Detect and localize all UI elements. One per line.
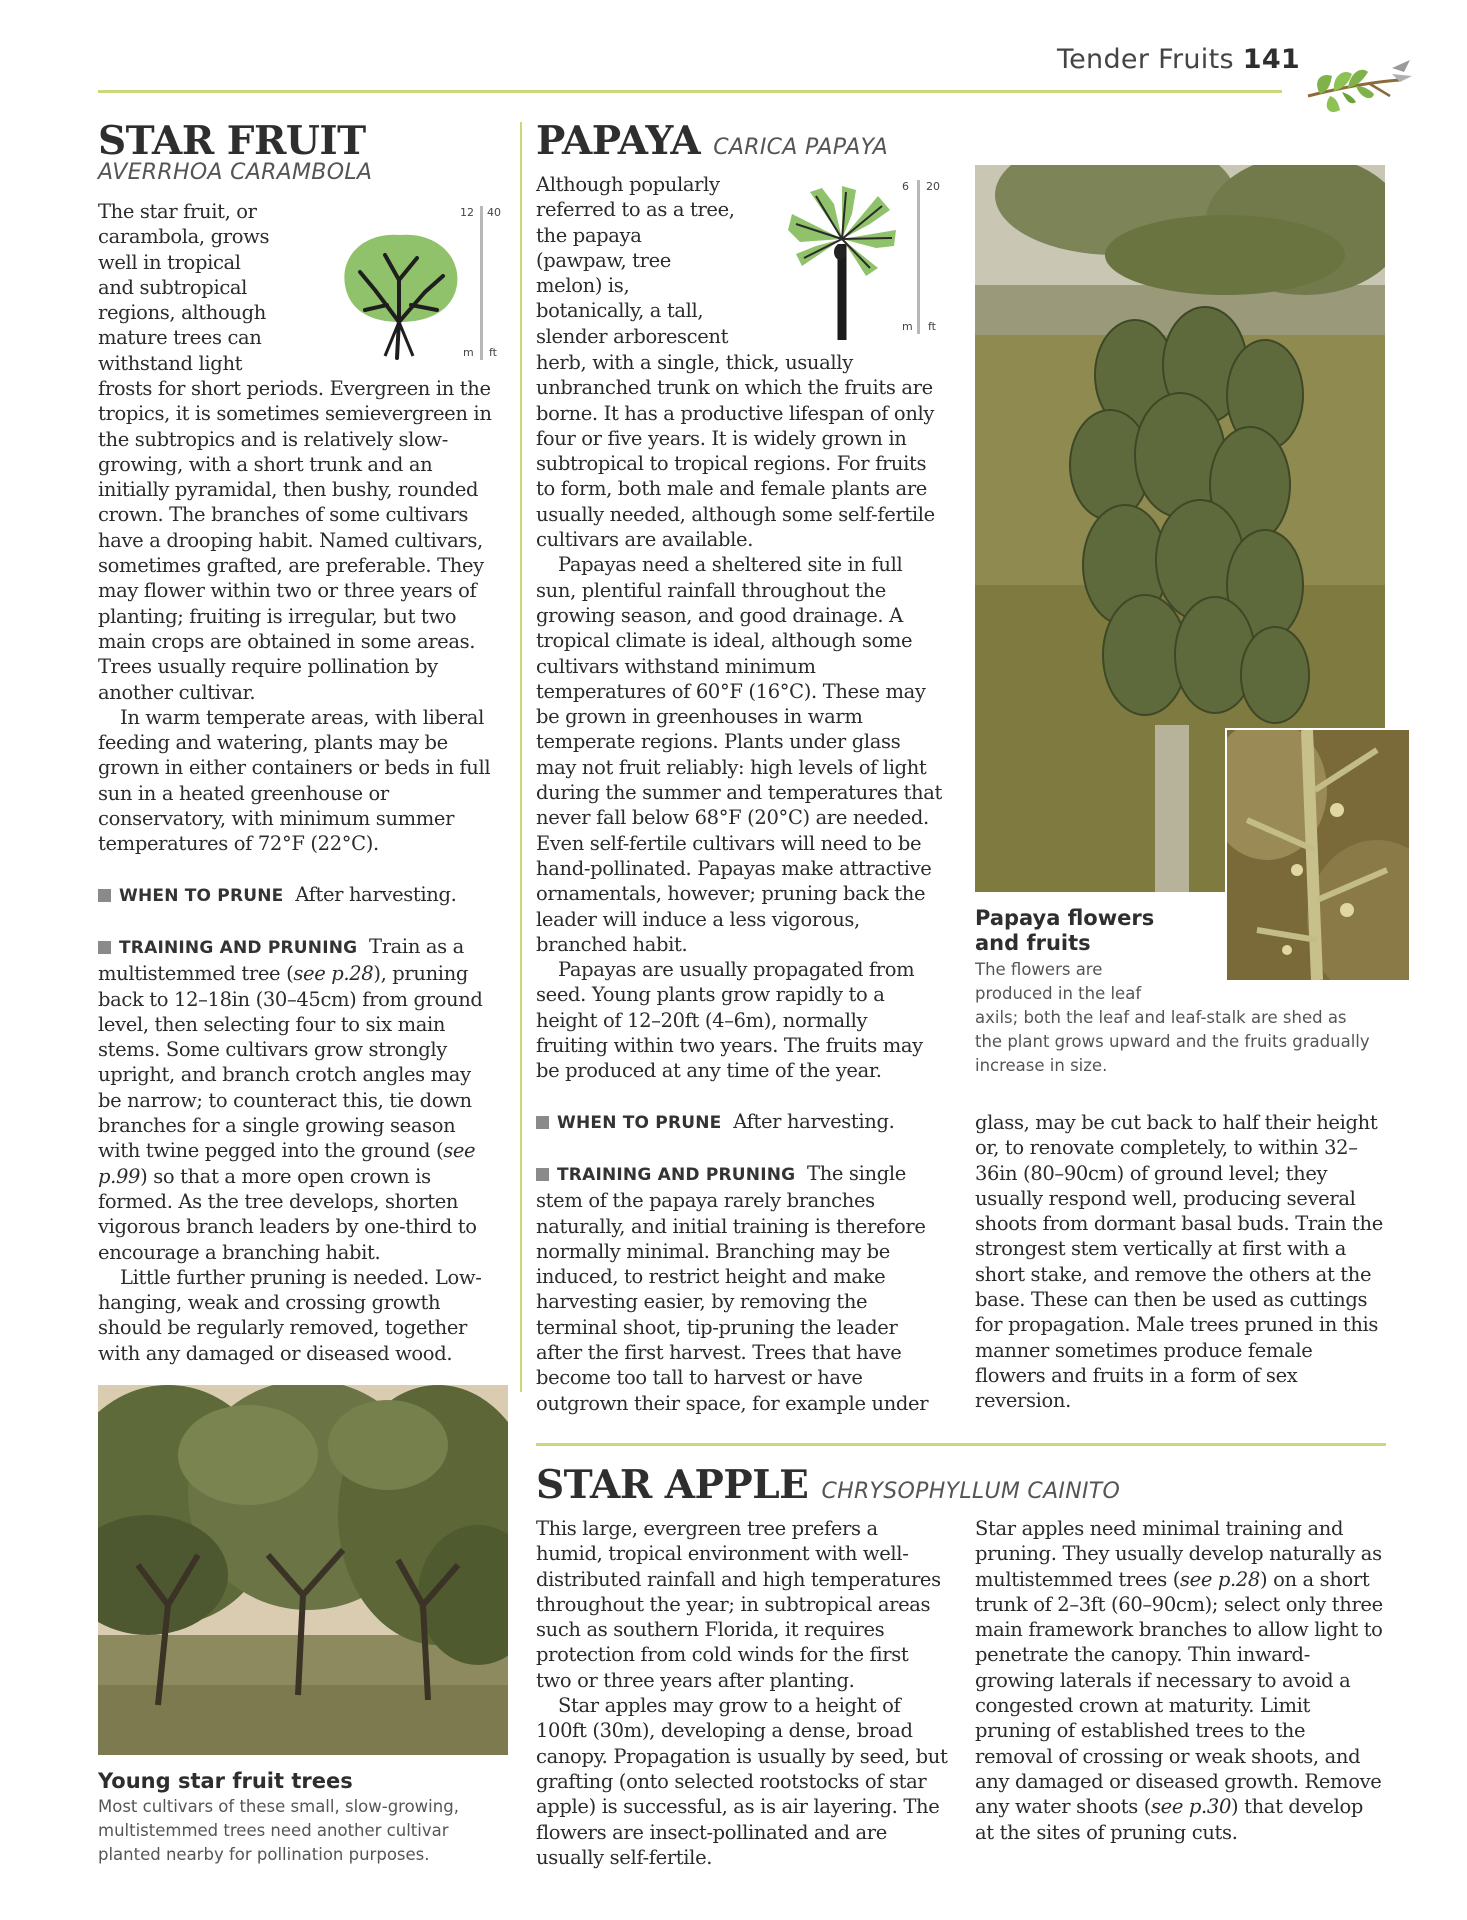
training-text: The single stem of the papaya rarely branches naturally, and initial training is therefore normally minimal. Branching may be induced, to restrict height and make harvesting easier, by removing the terminal shoot, tip-pruning the leader after the first harvest. Trees that have become too tall to harvest or have outgrown their space, for example under xyxy=(536,1161,929,1415)
page-number: 141 xyxy=(1242,44,1300,75)
star-fruit-para2: In warm temperate areas, with liberal feeding and watering, plants may be grown in either containers or beds in full sun in a heated greenhouse or conservatory, with minimum summer temperatures of 72°F (22°C). xyxy=(98,705,491,856)
bullet-square-icon xyxy=(98,941,111,954)
wrap-line: produced in the leaf xyxy=(975,984,1142,1003)
wrap-line: carambola, grows xyxy=(98,225,270,249)
star-fruit-training xyxy=(98,934,496,1265)
header-leaf-icon xyxy=(1300,36,1415,124)
papaya-body xyxy=(536,350,942,1416)
papaya-caption-rest: axils; both the leaf and leaf-stalk are shed as the plant grows upward and the fruits gradually increase in size. xyxy=(975,1008,1370,1075)
column-divider xyxy=(520,122,522,1392)
wrap-line: melon) is, xyxy=(536,274,630,298)
star-apple-text-c: ) that develop at the sites of pruning cuts. xyxy=(975,1795,1364,1844)
star-apple-title: STAR APPLE xyxy=(536,1462,809,1508)
wrap-line: (pawpaw, tree xyxy=(536,248,671,272)
wrap-line: botanically, a tall, xyxy=(536,299,704,323)
when-label: WHEN TO PRUNE xyxy=(557,1112,722,1133)
papaya-title: PAPAYA xyxy=(536,118,701,164)
star-fruit-intro-rest: frosts for short periods. Evergreen in the tropics, it is sometimes semievergreen in the subtropics and is relatively slow-growing, with a short trunk and an initially pyramidal, then bushy, rounded crown. The branches of some cultivars have a drooping habit. Named cultivars, sometimes grafted, are preferable. They may flower within two or three years of planting; fruiting is irregular, but two main crops are obtained in some areas. Trees usually require pollination by another cultivar. xyxy=(98,377,492,704)
star-fruit-scale-m: 12 xyxy=(460,206,474,219)
star-fruit-caption-title: Young star fruit trees xyxy=(98,1769,353,1793)
papaya-intro-rest: herb, with a single, thick, usually unbranched trunk on which the fruits are borne. It has a productive lifespan of only four or five years. It is widely grown in subtropical to tropical regions. For fruits to form, both male and female plants are usually needed, although some self-fertile cultivars are available. xyxy=(536,351,935,552)
star-fruit-trees-photo xyxy=(98,1385,508,1755)
star-fruit-caption-text: Most cultivars of these small, slow-growing, multistemmed trees need another cultivar planted nearby for pollination purposes. xyxy=(98,1797,459,1864)
star-fruit-scale-m-unit: m xyxy=(463,346,474,359)
wrap-line: mature trees can xyxy=(98,326,262,350)
training-text-c: ) so that a more open crown is formed. As the tree develops, shorten vigorous branch leaders by one-third to encourage a branching habit. xyxy=(98,1164,477,1264)
training-label: TRAINING AND PRUNING xyxy=(557,1164,796,1185)
papaya-intro-wrap xyxy=(536,172,776,349)
star-fruit-para-last: Little further pruning is needed. Low-hanging, weak and crossing growth should be regularly removed, together with any damaged or diseased wood. xyxy=(98,1265,482,1365)
papaya-latin: CARICA PAPAYA xyxy=(713,135,888,160)
training-label: TRAINING AND PRUNING xyxy=(119,937,358,958)
wrap-line: referred to as a tree, xyxy=(536,198,735,222)
wrap-line: regions, although xyxy=(98,301,266,325)
star-apple-col2-para xyxy=(975,1516,1385,1845)
star-fruit-tree-illustration xyxy=(325,210,475,360)
star-apple-para2: Star apples may grow to a height of 100ft (30m), developing a dense, broad canopy. Propagation is usually by seed, but grafting (onto selected rootstocks of star apple) is successful, as is air layering. The flowers are insect-pollinated and are usually self-fertile. xyxy=(536,1694,948,1869)
wrap-line: withstand light xyxy=(98,351,243,375)
when-label: WHEN TO PRUNE xyxy=(119,885,284,906)
training-text-a: Train as a multistemmed tree ( xyxy=(98,934,464,986)
star-fruit-scale-ft-unit: ft xyxy=(489,346,497,359)
wrap-line: slender arborescent xyxy=(536,324,729,348)
wrap-line: The star fruit, or xyxy=(98,200,257,223)
star-apple-col1 xyxy=(536,1516,948,1870)
papaya-scale-m-unit: m xyxy=(902,320,913,333)
wrap-line: and subtropical xyxy=(98,275,248,299)
section-title: Tender Fruits xyxy=(1056,44,1234,75)
papaya-training xyxy=(536,1161,942,1416)
star-apple-text-b: ) on a short trunk of 2–3ft (60–90cm); select only three main framework branches to allow light to penetrate the canopy. Thin inward-growing laterals if necessary to avoid a congested crown at maturity. Limit pruning of established trees to the removal of crossing or weak shoots, and any damaged or diseased growth. Remove any water shoots ( xyxy=(975,1567,1383,1819)
papaya-scale-bar xyxy=(917,180,920,334)
star-apple-col2 xyxy=(975,1516,1385,1845)
star-fruit-scale-ft: 40 xyxy=(487,206,501,219)
papaya-caption-title-2: and fruits xyxy=(975,931,1091,955)
papaya-heading xyxy=(536,118,888,164)
papaya-when xyxy=(536,1109,942,1136)
when-text: After harvesting. xyxy=(295,882,457,906)
page-reference: see p.28 xyxy=(1180,1567,1260,1591)
papaya-tree-illustration xyxy=(782,184,902,344)
papaya-scale-ft: 20 xyxy=(926,180,940,193)
star-apple-heading xyxy=(536,1462,1121,1508)
star-apple-para1: This large, evergreen tree prefers a humid, tropical environment with well-distributed rainfall and high temperatures throughout the year; in subtropical areas such as southern Florida, it requires protection from cold winds for the first two or three years after planting. xyxy=(536,1517,941,1692)
page-reference: see p.30 xyxy=(1151,1795,1231,1819)
wrap-line: Although popularly xyxy=(536,173,720,196)
star-fruit-intro-wrap xyxy=(98,199,278,376)
wrap-line: well in tropical xyxy=(98,250,241,274)
star-apple-text-a: Star apples need minimal training and pruning. They usually develop naturally as multistemmed trees ( xyxy=(975,1517,1382,1591)
star-apple-rule xyxy=(536,1443,1386,1446)
star-fruit-title: STAR FRUIT xyxy=(98,118,366,164)
star-fruit-body xyxy=(98,376,496,1366)
papaya-caption-title-1: Papaya flowers xyxy=(975,906,1155,930)
running-header xyxy=(1000,44,1300,75)
papaya-scale-m: 6 xyxy=(902,180,909,193)
star-fruit-latin: AVERRHOA CARAMBOLA xyxy=(98,160,373,185)
bullet-square-icon xyxy=(98,889,111,902)
star-fruit-scale-bar xyxy=(480,206,483,360)
star-fruit-when xyxy=(98,882,496,909)
header-rule xyxy=(98,90,1282,93)
bullet-square-icon xyxy=(536,1116,549,1129)
wrap-line: The flowers are xyxy=(975,960,1103,979)
bullet-square-icon xyxy=(536,1168,549,1181)
papaya-scale-ft-unit: ft xyxy=(928,320,936,333)
papaya-training-continued: glass, may be cut back to half their height or, to renovate completely, to within 32–36in (80–90cm) of ground level; they usually respond well, producing several shoots from dormant basal buds. Train the strongest stem vertically at first with a short stake, and remove the others at the base. These can then be used as cuttings for propagation. Male trees pruned in this manner sometimes produce female flowers and fruits in a form of sex reversion. xyxy=(975,1111,1383,1413)
training-text-b: ), pruning back to 12–18in (30–45cm) from ground level, then selecting four to six main stems. Some cultivars grow strongly upright, and branch crotch angles may be narrow; to counteract this, tie down branches for a single growing season with twine pegged into the ground ( xyxy=(98,962,483,1163)
papaya-caption-wrap xyxy=(975,958,1215,1006)
wrap-line: the papaya xyxy=(536,223,642,247)
when-text: After harvesting. xyxy=(733,1109,895,1133)
papaya-para3: Papayas are usually propagated from seed. Young plants grow rapidly to a height of 12–20ft (4–6m), normally fruiting within two years. The fruits may be produced at any time of the year. xyxy=(536,958,923,1083)
page-reference: see p.99 xyxy=(98,1139,476,1188)
page-reference: see p.28 xyxy=(293,962,374,986)
papaya-para2: Papayas need a sheltered site in full sun, plentiful rainfall throughout the growing season, and good drainage. A tropical climate is ideal, although some cultivars withstand minimum temperatures of 60°F (16°C). These may be grown in greenhouses in warm temperate regions. Plants under glass may not fruit reliably: high levels of light during the summer and temperatures that never fall below 68°F (20°C) are needed. Even self-fertile cultivars will need to be hand-pollinated. Papayas make attractive ornamentals, however; pruning back the leader will induce a less vigorous, branched habit. xyxy=(536,553,942,956)
papaya-flowers-inset-photo xyxy=(1225,728,1411,982)
star-apple-latin: CHRYSOPHYLLUM CAINITO xyxy=(821,1479,1121,1504)
